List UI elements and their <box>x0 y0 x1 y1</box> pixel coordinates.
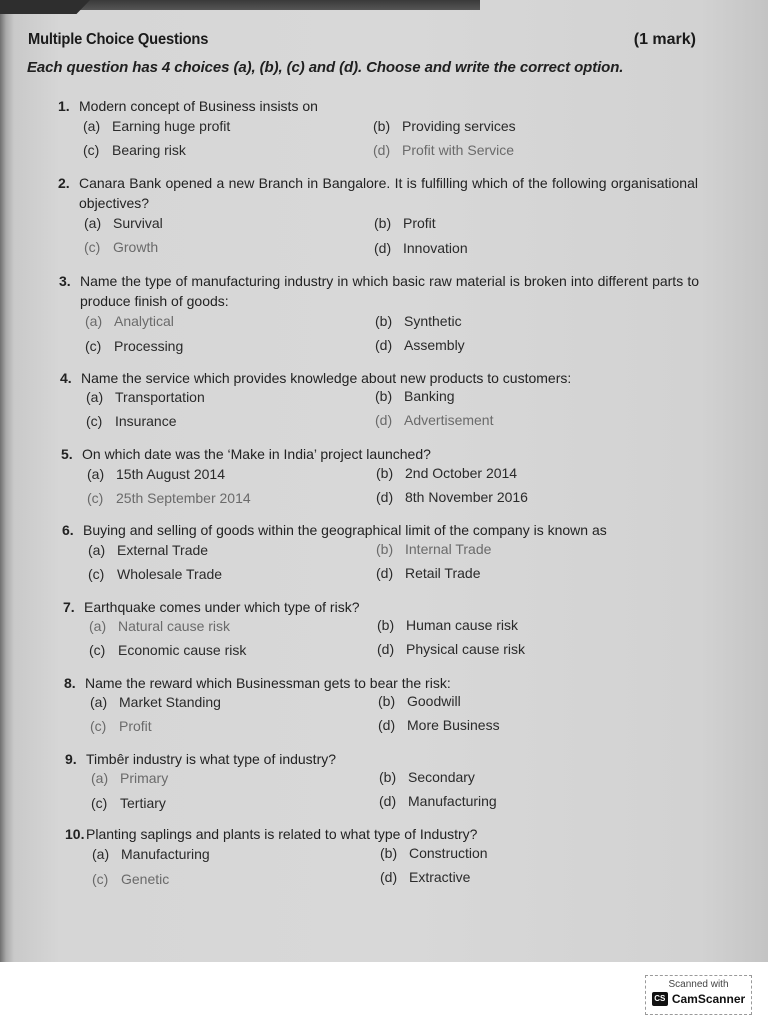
option-d: (d) Manufacturing <box>379 793 497 809</box>
option-c: (c) Genetic <box>92 871 170 887</box>
option-a: (a) Market Standing <box>90 694 221 710</box>
option-b: (b) Synthetic <box>375 313 462 329</box>
question-7 <box>63 597 703 617</box>
question-text: Earthquake comes under which type of risk? <box>84 599 360 615</box>
question-4 <box>60 368 700 388</box>
question-number: 3. <box>59 273 71 289</box>
option-d: (d) Profit with Service <box>373 142 515 158</box>
option-b: (b) Profit <box>374 215 436 231</box>
option-a: (a) 15th August 2014 <box>87 466 225 482</box>
option-a: (a) Natural cause risk <box>89 618 231 634</box>
question-text: Planting saplings and plants is related to what type of Industry? <box>86 826 478 842</box>
question-1 <box>58 96 698 116</box>
option-c: (c) Economic cause risk <box>89 642 247 658</box>
option-d: (d) More Business <box>378 717 500 733</box>
option-a: (a) Survival <box>84 215 163 231</box>
option-a: (a) Primary <box>91 770 169 786</box>
question-text: Name the reward which Businessman gets to bear the risk: <box>85 675 451 691</box>
option-d: (d) Retail Trade <box>376 565 481 581</box>
option-a: (a) Analytical <box>85 313 174 329</box>
option-c: (c) Profit <box>90 718 152 734</box>
question-number: 10. <box>65 826 85 842</box>
option-c: (c) Growth <box>84 239 159 255</box>
question-number: 4. <box>60 370 72 386</box>
option-d: (d) 8th November 2016 <box>376 489 528 505</box>
camscanner-brand <box>646 992 751 1006</box>
question-3 <box>59 271 699 311</box>
question-number: 2. <box>58 175 70 191</box>
option-b: (b) Human cause risk <box>377 617 519 633</box>
option-b: (b) Internal Trade <box>376 541 492 557</box>
option-d: (d) Extractive <box>380 869 471 885</box>
question-text: Timbêr industry is what type of industry? <box>86 751 337 767</box>
question-number: 9. <box>65 751 77 767</box>
option-b: (b) Construction <box>380 845 488 861</box>
camscanner-logo-icon: CS <box>652 992 668 1006</box>
option-d: (d) Assembly <box>375 337 465 353</box>
camscanner-brand-name: CamScanner <box>671 992 746 1006</box>
option-d: (d) Physical cause risk <box>377 641 526 657</box>
question-10 <box>65 824 705 844</box>
question-text: Name the type of manufacturing industry in which basic raw material is broken into different parts to produce finish of goods: <box>80 273 699 309</box>
question-number: 1. <box>58 98 70 114</box>
option-c: (c) Insurance <box>86 413 177 429</box>
option-b: (b) Providing services <box>373 118 516 134</box>
question-text: Modern concept of Business insists on <box>79 98 318 114</box>
question-6 <box>62 520 702 540</box>
instructions: Each question has 4 choices (a), (b), (c) and (d). Choose and write the correct option. <box>27 59 624 76</box>
option-b: (b) Banking <box>375 388 455 404</box>
option-b: (b) Goodwill <box>378 693 461 709</box>
camscanner-watermark <box>645 975 752 1015</box>
option-d: (d) Innovation <box>374 240 468 256</box>
section-title: Multiple Choice Questions <box>28 31 209 48</box>
option-c: (c) Wholesale Trade <box>88 566 223 582</box>
marks-label: (1 mark) <box>633 31 696 48</box>
option-c: (c) Bearing risk <box>83 142 186 158</box>
option-a: (a) External Trade <box>88 542 209 558</box>
option-a: (a) Transportation <box>86 389 205 405</box>
question-number: 6. <box>62 522 74 538</box>
question-text: Canara Bank opened a new Branch in Bangalore. It is fulfilling which of the following organisational objectives? <box>79 175 698 211</box>
question-text: Name the service which provides knowledge about new products to customers: <box>81 370 572 386</box>
question-number: 7. <box>63 599 75 615</box>
question-text: Buying and selling of goods within the geographical limit of the company is known as <box>83 522 607 538</box>
option-b: (b) 2nd October 2014 <box>376 465 518 481</box>
question-text: On which date was the ‘Make in India’ project launched? <box>82 446 431 462</box>
question-number: 5. <box>61 446 73 462</box>
option-c: (c) 25th September 2014 <box>87 490 251 506</box>
option-c: (c) Processing <box>85 338 184 354</box>
option-a: (a) Earning huge profit <box>83 118 231 134</box>
option-a: (a) Manufacturing <box>92 846 210 862</box>
question-8 <box>64 673 704 693</box>
question-number: 8. <box>64 675 76 691</box>
question-5 <box>61 444 701 464</box>
option-b: (b) Secondary <box>379 769 475 785</box>
scanned-with-label: Scanned with <box>668 979 729 990</box>
question-2 <box>58 173 698 213</box>
question-9 <box>65 749 705 769</box>
option-c: (c) Tertiary <box>91 795 166 811</box>
option-d: (d) Advertisement <box>375 412 494 428</box>
